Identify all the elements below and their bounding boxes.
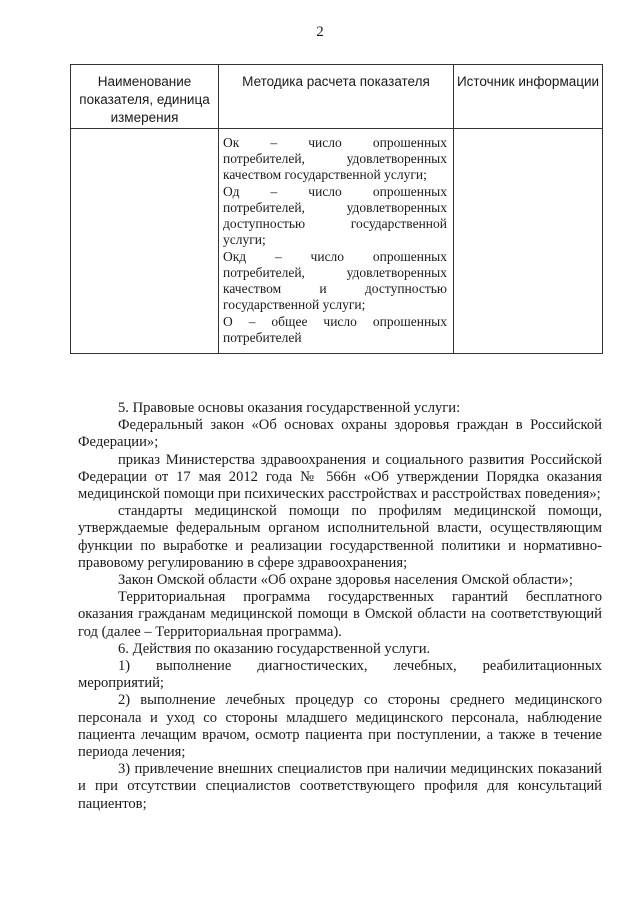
header-indicator-name: Наименование показателя, единица измерения (71, 65, 219, 129)
paragraph-federal-law: Федеральный закон «Об основах охраны здоровья граждан в Российской Федерации»; (78, 417, 602, 451)
document-body (78, 400, 602, 813)
method-entry-okd: Окд – число опрошенных потребителей, удовлетворенных качеством и доступностью государственной услуги; (223, 249, 447, 312)
list-item-action-2: 2) выполнение лечебных процедур со стороны среднего медицинского персонала и уход со стороны младшего медицинского персонала, наблюдение пациента лечащим врачом, осмотр пациента при поступлении, а также в течение периода лечения; (78, 692, 602, 761)
paragraph-ministry-order: приказ Министерства здравоохранения и социального развития Российской Федерации от 17 мая 2012 года № 566н «Об утверждении Порядка оказания медицинской помощи при психических расстройствах и расстройствах поведения»; (78, 451, 602, 503)
list-item-action-1: 1) выполнение диагностических, лечебных, реабилитационных мероприятий; (78, 658, 602, 692)
section-heading-legal-basis: 5. Правовые основы оказания государственной услуги: (118, 400, 461, 416)
paragraph-omsk-law: Закон Омской области «Об охране здоровья населения Омской области»; (118, 572, 573, 589)
header-information-source: Источник информации (454, 65, 603, 129)
header-calculation-method: Методика расчета показателя (219, 65, 454, 129)
calculation-method-cell (219, 129, 454, 354)
paragraph-territorial-program: Территориальная программа государственных гарантий бесплатного оказания гражданам медицинской помощи в Омской области на соответствующий год (далее – Территориальная программа). (78, 589, 602, 640)
table-row (71, 129, 603, 354)
table-header-row (71, 65, 603, 129)
paragraph-standards: стандарты медицинской помощи по профилям медицинской помощи, утверждаемые федеральным органом исполнительной власти, осуществляющим функции по выработке и реализации государственной политики и нормативно-правовому регулированию в сфере здравоохранения; (78, 503, 602, 571)
method-entry-ok: Ок – число опрошенных потребителей, удовлетворенных качеством государственной услуги; (223, 135, 447, 182)
list-item-action-3: 3) привлечение внешних специалистов при наличии медицинских показаний и при отсутствии специалистов соответствующего профиля для консультаций пациентов; (78, 761, 602, 812)
information-source-cell (454, 129, 603, 354)
indicators-table (70, 64, 603, 354)
page-number: 2 (316, 24, 324, 40)
method-entry-o: О – общее число опрошенных потребителей (223, 314, 447, 345)
indicator-name-cell (71, 129, 219, 354)
section-heading-actions: 6. Действия по оказанию государственной услуги. (118, 640, 431, 657)
method-entry-od: Од – число опрошенных потребителей, удовлетворенных доступностью государственной услуги; (223, 184, 447, 247)
